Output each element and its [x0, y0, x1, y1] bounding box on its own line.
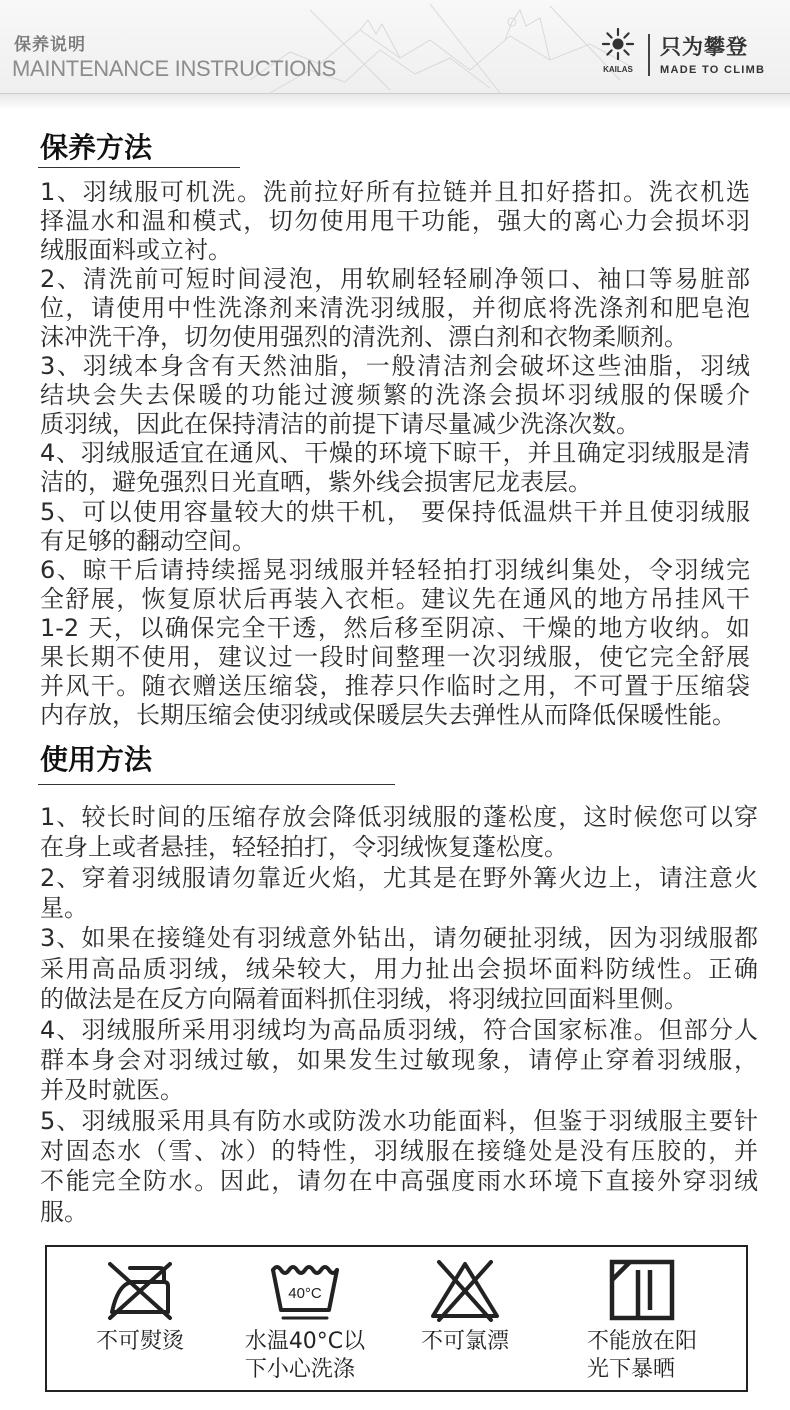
care-label-line: 水温40°C以 [244, 1329, 366, 1354]
paragraph-line: 全舒展，恢复原状后再装入衣柜。建议先在通风的地方吊挂风干 [40, 584, 750, 613]
kailas-logo-icon [596, 26, 640, 78]
paragraph-line: 在身上或者悬挂，轻轻拍打，令羽绒恢复蓬松度。 [40, 833, 568, 862]
page-title-cn: 保养说明 [14, 35, 86, 55]
care-symbol-no-bleach [375, 1258, 555, 1356]
care-label-line: 下小心洗涤 [244, 1357, 355, 1382]
paragraph-line: 5、羽绒服采用具有防水或防泼水功能面料，但鉴于羽绒服主要针 [40, 1106, 758, 1135]
paragraph-line: 4、羽绒服所采用羽绒均为高品质羽绒，符合国家标准。但部分人 [40, 1015, 758, 1044]
care-symbol-label [245, 1328, 365, 1384]
paragraph-line: 1、较长时间的压缩存放会降低羽绒服的蓬松度，这时候您可以穿 [40, 802, 758, 831]
care-symbol-dry-in-shade [552, 1258, 732, 1384]
header-shadow [0, 94, 790, 110]
paragraph-line: 2、穿着羽绒服请勿靠近火焰，尤其是在野外篝火边上，请注意火 [40, 863, 758, 892]
paragraph-line: 并风干。随衣赠送压缩袋，推荐只作临时之用，不可置于压缩袋 [40, 672, 750, 701]
instruction-paragraph [40, 923, 758, 1014]
section-heading: 使用方法 [38, 742, 395, 785]
care-symbol-label [587, 1328, 697, 1384]
care-label-line: 不能放在阳 [586, 1329, 697, 1354]
paragraph-line: 择温水和温和模式，切勿使用甩干功能，强大的离心力会损坏羽 [40, 206, 750, 235]
brand-divider [648, 34, 650, 76]
wash-40c-gentle-icon [269, 1258, 341, 1322]
instruction-paragraph [40, 1015, 758, 1106]
paragraph-line: 1-2 天，以确保完全干透，然后移至阴凉、干燥的地方收纳。如 [40, 613, 750, 642]
paragraph-line: 果长期不使用，建议过一段时间整理一次羽绒服，使它完全舒展 [40, 643, 750, 671]
paragraph-line: 绒服面料或立衬。 [40, 235, 232, 264]
instruction-paragraph [40, 265, 750, 352]
paragraph-line: 1、羽绒服可机洗。洗前拉好所有拉链并且扣好搭扣。洗衣机选 [40, 177, 750, 206]
paragraph-line: 结块会失去保暖的功能过渡频繁的洗涤会损坏羽绒服的保暖介 [40, 381, 750, 410]
no-ironing-icon [104, 1258, 176, 1322]
page-title-en: MAINTENANCE INSTRUCTIONS [12, 56, 337, 81]
care-symbol-wash-40c [215, 1258, 395, 1384]
instruction-paragraph [40, 556, 750, 731]
care-symbol-label [421, 1328, 509, 1356]
instruction-paragraph [40, 863, 758, 924]
paragraph-line: 并及时就医。 [40, 1076, 184, 1105]
paragraph-line: 位，请使用中性洗涤剂来清洗羽绒服，并彻底将洗涤剂和肥皂泡 [40, 293, 750, 322]
paragraph-line: 6、晾干后请持续摇晃羽绒服并轻轻拍打羽绒纠集处，令羽绒完 [40, 555, 750, 584]
paragraph-line: 沫冲洗干净，切勿使用强烈的清洗剂、漂白剂和衣物柔顺剂。 [40, 322, 688, 351]
section-heading: 保养方法 [38, 130, 240, 168]
care-label-line: 不可氯漂 [420, 1329, 509, 1354]
instruction-paragraph [40, 802, 758, 863]
paragraph-line: 2、清洗前可短时间浸泡，用软刷轻轻刷净领口、袖口等易脏部 [40, 264, 750, 293]
paragraph-line: 洁的，避免强烈日光直晒，紫外线会损害尼龙表层。 [40, 468, 592, 497]
care-label-line: 光下暴晒 [586, 1357, 675, 1382]
paragraph-line: 4、羽绒服适宜在通风、干燥的环境下晾干，并且确定羽绒服是清 [40, 439, 750, 468]
paragraph-line: 的做法是在反方向隔着面料抓住羽绒，将羽绒拉回面料里侧。 [40, 985, 688, 1014]
brand-slogan-en: MADE TO CLIMB [660, 64, 766, 76]
instruction-paragraph [40, 1106, 758, 1228]
paragraph-line: 服。 [40, 1197, 88, 1226]
logo-wordmark: KAILAS [603, 65, 633, 74]
paragraph-line: 有足够的翻动空间。 [40, 526, 256, 555]
wash-temperature-text: 40°C [288, 1285, 322, 1302]
section-body [40, 802, 758, 1227]
care-symbol-no-ironing [50, 1258, 230, 1356]
paragraph-line: 星。 [40, 893, 88, 922]
care-symbol-label [96, 1328, 184, 1356]
instruction-paragraph [40, 439, 750, 497]
paragraph-line: 3、羽绒本身含有天然油脂，一般清洁剂会破坏这些油脂，羽绒 [40, 352, 750, 381]
section-body [40, 178, 750, 731]
page-header [0, 0, 790, 94]
dry-in-shade-icon [606, 1258, 678, 1322]
care-label-line: 不可熨烫 [95, 1329, 184, 1354]
paragraph-line: 3、如果在接缝处有羽绒意外钻出，请勿硬扯羽绒，因为羽绒服都 [40, 924, 758, 953]
brand-slogan-cn: 只为攀登 [660, 35, 748, 59]
instruction-paragraph [40, 352, 750, 439]
instruction-paragraph [40, 178, 750, 265]
no-bleach-icon [429, 1258, 501, 1322]
paragraph-line: 群本身会对羽绒过敏，如果发生过敏现象，请停止穿着羽绒服， [40, 1045, 758, 1074]
paragraph-line: 质羽绒，因此在保持清洁的前提下请尽量减少洗涤次数。 [40, 410, 640, 439]
paragraph-line: 5、可以使用容量较大的烘干机， 要保持低温烘干并且使羽绒服 [40, 497, 750, 526]
care-symbols-panel [45, 1245, 748, 1392]
instruction-paragraph [40, 498, 750, 556]
paragraph-line: 采用高品质羽绒，绒朵较大，用力扯出会损坏面料防绒性。正确 [40, 954, 758, 983]
paragraph-line: 内存放，长期压缩会使羽绒或保暖层失去弹性从而降低保暖性能。 [40, 701, 736, 730]
paragraph-line: 对固态水（雪、冰）的特性，羽绒服在接缝处是没有压胶的，并 [40, 1137, 758, 1166]
paragraph-line: 不能完全防水。因此，请勿在中高强度雨水环境下直接外穿羽绒 [40, 1167, 758, 1196]
